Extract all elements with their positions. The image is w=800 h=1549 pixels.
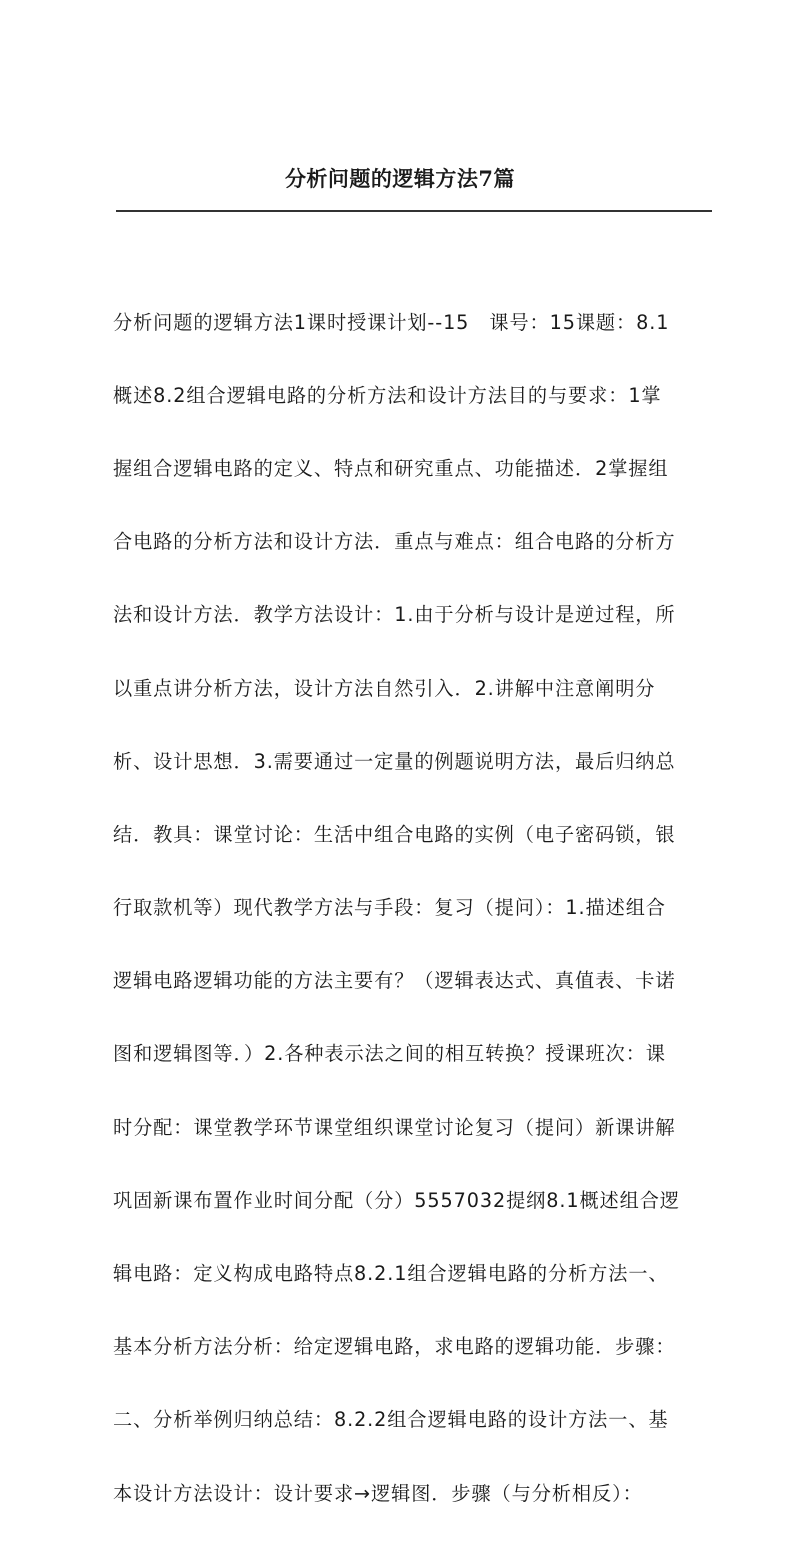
body-line: 行取款机等）现代教学方法与手段：复习（提问）：1.描述组合: [113, 896, 666, 920]
body-line: 结．教具：课堂讨论：生活中组合电路的实例（电子密码锁，银: [113, 822, 676, 846]
body-line: 基本分析方法分析：给定逻辑电路，求电路的逻辑功能．步骤：: [113, 1335, 676, 1359]
body-line: 分析问题的逻辑方法1课时授课计划--15 课号：15课题：8.1: [113, 310, 670, 334]
body-line: 析、设计思想．3.需要通过一定量的例题说明方法，最后归纳总: [113, 749, 676, 773]
body-line: 握组合逻辑电路的定义、特点和研究重点、功能描述．2掌握组: [113, 456, 669, 480]
document-title: 分析问题的逻辑方法7篇: [284, 166, 516, 191]
body-line: 巩固新课布置作业时间分配（分）5557032提纲8.1概述组合逻: [113, 1188, 680, 1212]
body-line: 本设计方法设计：设计要求→逻辑图．步骤（与分析相反）：: [113, 1481, 643, 1505]
body-line: 法和设计方法．教学方法设计：1.由于分析与设计是逆过程，所: [113, 603, 676, 627]
body-line: 辑电路：定义构成电路特点8.2.1组合逻辑电路的分析方法一、: [113, 1262, 669, 1286]
body-line: 图和逻辑图等．）2.各种表示法之间的相互转换？授课班次：课: [113, 1042, 666, 1066]
body-line: 时分配：课堂教学环节课堂组织课堂讨论复习（提问）新课讲解: [113, 1115, 676, 1139]
title-divider: [116, 210, 712, 212]
document-body: [113, 268, 713, 1549]
body-line: 合电路的分析方法和设计方法．重点与难点：组合电路的分析方: [113, 530, 676, 554]
body-line: 逻辑电路逻辑功能的方法主要有？（逻辑表达式、真值表、卡诺: [113, 969, 676, 993]
body-line: 二、分析举例归纳总结：8.2.2组合逻辑电路的设计方法一、基: [113, 1408, 669, 1432]
body-line: 以重点讲分析方法，设计方法自然引入．2.讲解中注意阐明分: [113, 676, 656, 700]
body-line: 概述8.2组合逻辑电路的分析方法和设计方法目的与要求：1掌: [113, 383, 662, 407]
